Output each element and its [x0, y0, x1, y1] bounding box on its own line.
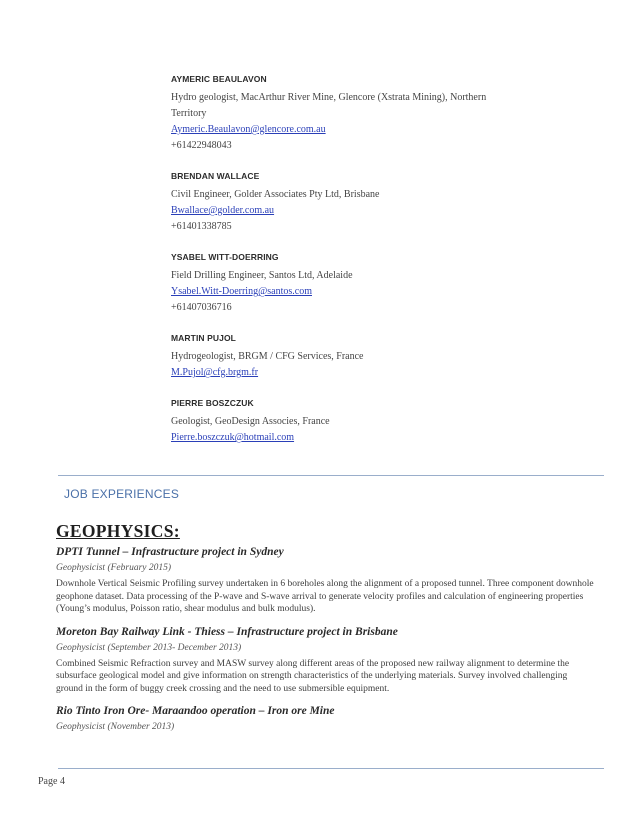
reference-position: Civil Engineer, Golder Associates Pty Ltd, Brisbane: [171, 189, 380, 200]
job-title: Moreton Bay Railway Link - Thiess – Infrastructure project in Brisbane: [56, 625, 398, 638]
reference-entry: [171, 252, 591, 316]
reference-position-cont: Territory: [171, 108, 207, 119]
reference-entry: [171, 74, 591, 154]
job-role: Geophysicist (September 2013- December 2013): [56, 642, 242, 653]
reference-phone: +61401338785: [171, 221, 232, 232]
reference-name: MARTIN PUJOL: [171, 333, 236, 343]
reference-position: Field Drilling Engineer, Santos Ltd, Adelaide: [171, 270, 353, 281]
job-role: Geophysicist (February 2015): [56, 563, 172, 573]
job-entry: [56, 624, 596, 696]
reference-email-link[interactable]: Aymeric.Beaulavon@glencore.com.au: [171, 124, 326, 135]
reference-entry: [171, 333, 591, 381]
reference-email-link[interactable]: M.Pujol@cfg.brgm.fr: [171, 367, 259, 378]
job-entry: [56, 703, 596, 735]
reference-email-link[interactable]: Bwallace@golder.com.au: [171, 205, 275, 216]
reference-email-link[interactable]: Ysabel.Witt-Doerring@santos.com: [171, 286, 312, 297]
reference-name: AYMERIC BEAULAVON: [171, 74, 267, 84]
job-title: DPTI Tunnel – Infrastructure project in Sydney: [56, 546, 284, 558]
reference-phone: +61407036716: [171, 302, 232, 313]
reference-position: Hydro geologist, MacArthur River Mine, Glencore (Xstrata Mining), Northern: [171, 92, 487, 103]
job-entry: [56, 544, 596, 616]
reference-position: Hydrogeologist, BRGM / CFG Services, France: [171, 351, 364, 362]
reference-email-link[interactable]: Pierre.boszczuk@hotmail.com: [171, 432, 295, 443]
reference-entry: [171, 398, 591, 446]
job-description: Downhole Vertical Seismic Profiling survey undertaken in 6 boreholes along the alignment of a proposed tunnel. Three component downhole geophone dataset. Data processing of the P-wave and S-wave arrival to generate velocity profiles and calculation of engineering properties (Young’s modulus, Poisson ratio, shear modulus and bulk modulus).: [56, 579, 594, 614]
category-heading: GEOPHYSICS:: [56, 521, 180, 541]
reference-name: BRENDAN WALLACE: [171, 171, 260, 181]
reference-position: Geologist, GeoDesign Associes, France: [171, 416, 330, 427]
job-title: Rio Tinto Iron Ore- Maraandoo operation – Iron ore Mine: [56, 705, 335, 717]
job-experiences: [56, 521, 596, 743]
references-list: [171, 74, 591, 463]
section-heading: JOB EXPERIENCES: [64, 487, 180, 501]
page-number: Page 4: [38, 776, 65, 787]
reference-entry: [171, 171, 591, 235]
job-role: Geophysicist (November 2013): [56, 722, 175, 732]
reference-name: YSABEL WITT-DOERRING: [171, 252, 279, 262]
footer-divider: [58, 768, 604, 769]
reference-phone: +61422948043: [171, 140, 232, 151]
reference-name: PIERRE BOSZCZUK: [171, 398, 254, 408]
section-divider: [58, 475, 604, 476]
job-description: Combined Seismic Refraction survey and MASW survey along different areas of the proposed new railway alignment to determine the subsurface geological model and give information on strength characteristics of the underlying materials. Survey involved challenging ground in the form of buggy creek crossing and the need to use submersible equipment.: [56, 658, 570, 694]
